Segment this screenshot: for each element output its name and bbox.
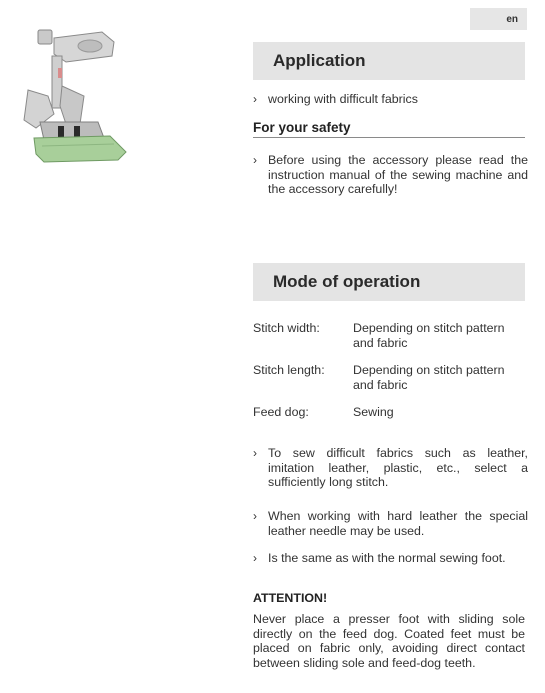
bullet-arrow-icon: › [253, 446, 257, 460]
language-tab[interactable] [470, 8, 527, 30]
application-heading: Application [253, 42, 525, 80]
bullet-arrow-icon: › [253, 153, 257, 167]
spec-label: Stitch width: [253, 321, 320, 335]
spec-label: Stitch length: [253, 363, 325, 377]
attention-text: Never place a presser foot with sliding sole directly on the feed dog. Coated feet must be placed on fabric only, avoiding direct contact between sliding sole and feed-dog teeth. [253, 612, 525, 670]
bullet-arrow-icon: › [253, 92, 257, 106]
spec-value: Depending on stitch pattern and fabric [353, 321, 505, 350]
safety-heading: For your safety [253, 120, 525, 138]
spec-label: Feed dog: [253, 405, 309, 419]
safety-bullet: › Before using the accessory please read the instruction manual of the sewing machine and the accessory carefully! [253, 153, 528, 196]
operation-bullet-2: › When working with hard leather the special leather needle may be used. [253, 509, 528, 538]
operation-bullet-3: › Is the same as with the normal sewing foot. [253, 551, 506, 565]
spec-value: Sewing [353, 405, 394, 419]
bullet-arrow-icon: › [253, 551, 257, 565]
language-code: en [506, 13, 518, 25]
application-bullet: › working with difficult fabrics [253, 92, 418, 106]
mode-of-operation-heading: Mode of operation [253, 263, 525, 301]
attention-heading: ATTENTION! [253, 591, 328, 605]
spec-value: Depending on stitch pattern and fabric [353, 363, 505, 392]
bullet-arrow-icon: › [253, 509, 257, 523]
operation-bullet-1: › To sew difficult fabrics such as leather, imitation leather, plastic, etc., select a sufficiently long stitch. [253, 446, 528, 489]
presser-foot-illustration [14, 26, 130, 176]
